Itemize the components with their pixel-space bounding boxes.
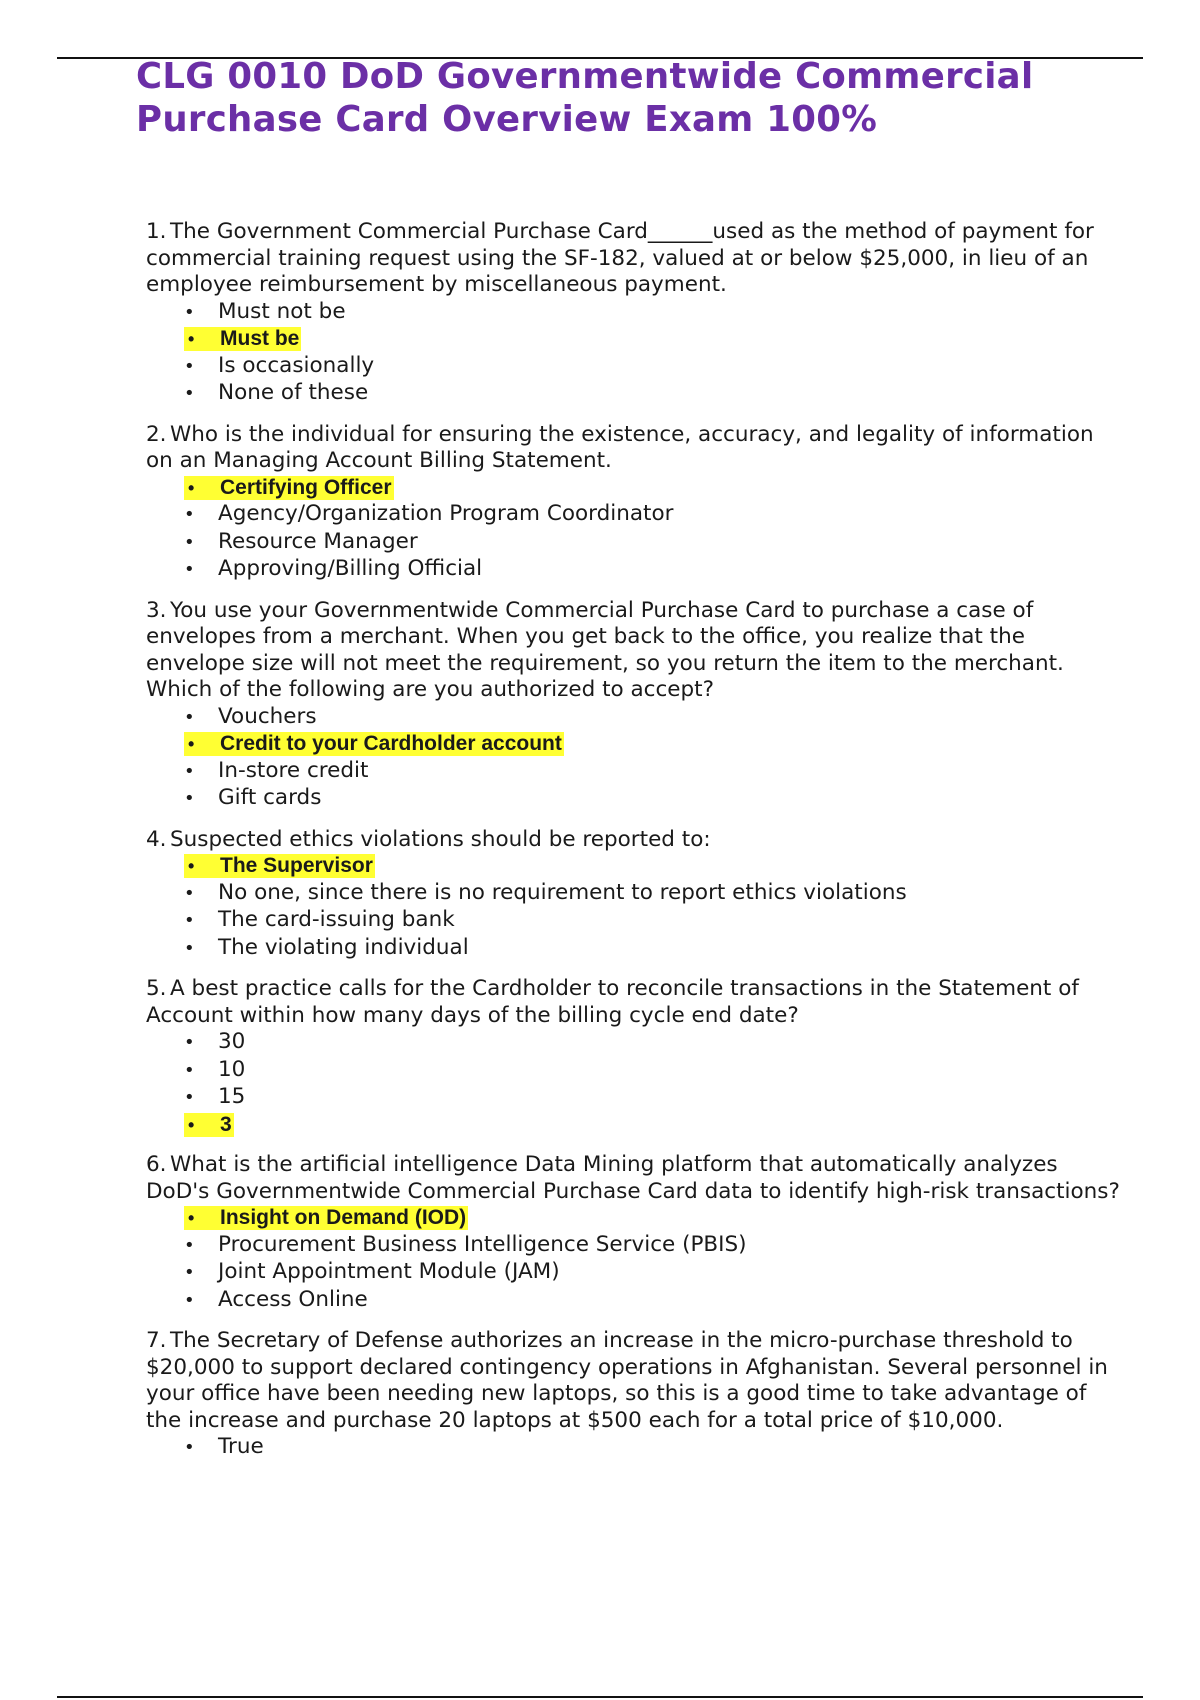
option-row: [184, 1029, 245, 1054]
answer-option: [184, 1057, 1126, 1085]
option-row: [184, 1057, 245, 1082]
question-text: [146, 219, 1126, 299]
question-text: [146, 1328, 1126, 1434]
option-label: Resource Manager: [218, 528, 418, 554]
answer-highlight: [184, 1206, 468, 1230]
answer-highlight: [184, 854, 375, 878]
option-label: 30: [218, 1029, 246, 1054]
option-row: [184, 353, 374, 378]
option-row: [184, 529, 418, 554]
option-label: Approving/Billing Official: [218, 556, 483, 581]
answer-option: [184, 529, 1126, 557]
document-title: CLG 0010 DoD Governmentwide Commercial Purchase Card Overview Exam 100%: [136, 56, 1034, 140]
correct-answer-option: [184, 853, 1126, 880]
answer-option: [184, 1287, 1126, 1315]
correct-answer-option: [184, 475, 1126, 502]
option-row: [184, 907, 455, 932]
answer-option: [184, 758, 1126, 786]
answer-option: [184, 785, 1126, 813]
option-row: [184, 556, 482, 581]
bullet-icon: •: [184, 1087, 195, 1108]
option-row: [184, 1287, 368, 1312]
question-text: [146, 422, 1126, 475]
question-body: You use your Governmentwide Commercial Purchase Card to purchase a case of envelopes from a merchant. When you get back to the office, you realize that the envelope size will not meet the requirement, so you return the item to the merchant. Which of the following are you authorized to accept?: [146, 597, 1064, 702]
question-7: [146, 1328, 1126, 1462]
option-label: Certifying Officer: [220, 475, 392, 499]
option-label: In-store credit: [218, 757, 369, 783]
bullet-icon: •: [184, 559, 195, 580]
bullet-icon: •: [184, 706, 195, 728]
answer-highlight: [184, 732, 564, 756]
bullet-icon: •: [184, 355, 195, 377]
option-label: 10: [218, 1056, 246, 1082]
question-text: [146, 1152, 1126, 1205]
bullet-icon: •: [188, 477, 195, 498]
option-label: True: [218, 1434, 264, 1459]
answer-option: [184, 353, 1126, 381]
option-label: No one, since there is no requirement to report ethics violations: [218, 879, 907, 905]
bullet-icon: •: [184, 1059, 195, 1081]
answer-highlight: [184, 327, 301, 351]
answer-highlight: [184, 1113, 234, 1137]
correct-answer-option: [184, 731, 1126, 758]
option-label: The violating individual: [218, 934, 469, 960]
bullet-icon: •: [184, 760, 195, 782]
answer-option: [184, 299, 1126, 327]
option-row: [184, 1084, 245, 1109]
option-label: Is occasionally: [218, 352, 375, 378]
question-body: Suspected ethics violations should be reported to:: [170, 826, 711, 852]
option-list: [146, 704, 1126, 813]
answer-option: [184, 1029, 1126, 1057]
option-row: [184, 880, 907, 905]
question-text: [146, 598, 1126, 704]
answer-option: [184, 380, 1126, 408]
correct-answer-option: [184, 326, 1126, 353]
question-1: [146, 219, 1126, 408]
bullet-icon: •: [184, 910, 195, 931]
question-text: [146, 827, 1126, 854]
answer-option: [184, 501, 1126, 529]
option-label: Vouchers: [218, 703, 317, 729]
question-number: 1.: [146, 219, 167, 244]
question-body: The Government Commercial Purchase Card______used as the method of payment for commercial training request using the SF-182, valued at or below $25,000, in lieu of an employee reimbursement by miscellaneous payment.: [146, 219, 1094, 297]
option-label: Access Online: [218, 1286, 368, 1312]
bullet-icon: •: [184, 1289, 195, 1311]
option-label: Agency/Organization Program Coordinator: [218, 501, 674, 526]
answer-option: [184, 1084, 1126, 1112]
answer-highlight: [184, 476, 394, 500]
option-row: [184, 1232, 747, 1257]
bullet-icon: •: [184, 937, 195, 959]
option-row: [184, 501, 673, 526]
bullet-icon: •: [184, 383, 195, 404]
option-row: [184, 1434, 264, 1459]
answer-option: [184, 1232, 1126, 1260]
answer-option: [184, 907, 1126, 935]
option-label: 15: [218, 1084, 246, 1109]
option-row: [184, 785, 321, 810]
question-number: 4.: [146, 826, 167, 852]
answer-option: [184, 1434, 1126, 1462]
option-label: Must be: [220, 327, 300, 350]
answer-option: [184, 935, 1126, 963]
bullet-icon: •: [184, 1032, 195, 1053]
option-list: [146, 299, 1126, 408]
option-row: [184, 704, 317, 729]
question-body: What is the artificial intelligence Data Mining platform that automatically analyzes DoD's Governmentwide Commercial Purchase Card data to identify high-risk transactions?: [146, 1152, 1120, 1204]
question-body: The Secretary of Defense authorizes an increase in the micro-purchase threshold to $20,000 to support declared contingency operations in Afghanistan. Several personnel in your office have been needing new laptops, so this is a good time to take advantage of the increase and purchase 20 laptops at $500 each for a total price of $10,000.: [146, 1328, 1108, 1433]
answer-option: [184, 704, 1126, 732]
question-number: 6.: [146, 1152, 167, 1177]
bullet-icon: •: [184, 531, 195, 553]
option-row: [184, 380, 368, 405]
answer-option: [184, 1259, 1126, 1287]
option-label: Procurement Business Intelligence Service (PBIS): [218, 1231, 747, 1257]
question-number: 7.: [146, 1328, 167, 1353]
question-text: [146, 976, 1126, 1029]
option-label: The Supervisor: [220, 854, 373, 877]
question-number: 3.: [146, 597, 167, 623]
option-label: The card-issuing bank: [218, 907, 455, 932]
option-row: [184, 299, 346, 324]
question-6: [146, 1152, 1126, 1314]
bullet-icon: •: [188, 856, 195, 876]
option-label: Joint Appointment Module (JAM): [218, 1259, 560, 1284]
option-row: [184, 1259, 560, 1284]
option-list: [146, 475, 1126, 584]
correct-answer-option: [184, 1112, 1126, 1139]
option-list: [146, 1434, 1126, 1462]
answer-option: [184, 880, 1126, 908]
bottom-rule: [57, 1696, 1143, 1698]
option-list: [146, 853, 1126, 962]
question-4: [146, 827, 1126, 963]
option-label: None of these: [218, 380, 369, 405]
option-label: Gift cards: [218, 785, 322, 810]
question-body: Who is the individual for ensuring the existence, accuracy, and legality of information on an Managing Account Billing Statement.: [146, 421, 1094, 473]
option-label: Credit to your Cardholder account: [220, 732, 562, 755]
question-number: 5.: [146, 976, 167, 1001]
question-3: [146, 598, 1126, 813]
bullet-icon: •: [188, 734, 195, 754]
bullet-icon: •: [188, 1114, 195, 1135]
question-5: [146, 976, 1126, 1138]
bullet-icon: •: [188, 1208, 195, 1228]
option-list: [146, 1205, 1126, 1314]
question-body: A best practice calls for the Cardholder to reconcile transactions in the Statement of Account within how many days of the billing cycle end date?: [146, 976, 1079, 1028]
question-number: 2.: [146, 421, 167, 447]
question-list: [146, 219, 1126, 1476]
bullet-icon: •: [184, 882, 195, 904]
option-row: [184, 758, 368, 783]
question-2: [146, 422, 1126, 584]
bullet-icon: •: [184, 1234, 195, 1256]
bullet-icon: •: [184, 1262, 195, 1283]
bullet-icon: •: [184, 1437, 195, 1458]
option-label: Insight on Demand (IOD): [220, 1206, 467, 1229]
bullet-icon: •: [184, 504, 195, 525]
option-list: [146, 1029, 1126, 1138]
bullet-icon: •: [184, 788, 195, 809]
answer-option: [184, 556, 1126, 584]
bullet-icon: •: [188, 329, 195, 349]
option-row: [184, 935, 469, 960]
bullet-icon: •: [184, 301, 195, 323]
correct-answer-option: [184, 1205, 1126, 1232]
option-label: 3: [220, 1112, 232, 1136]
option-label: Must not be: [218, 298, 346, 324]
